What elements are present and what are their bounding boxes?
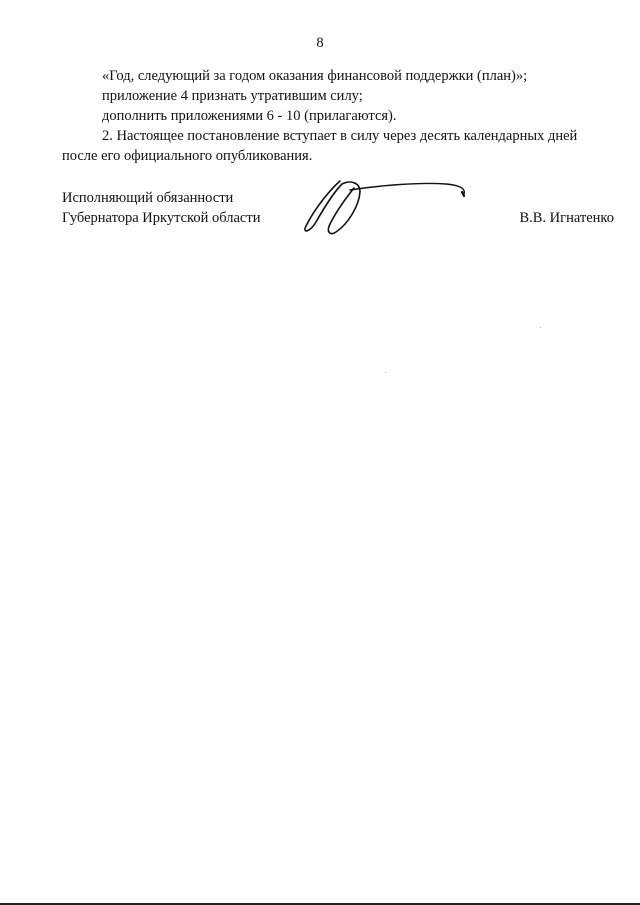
- signatory-position-line-2: Губернатора Иркутской области: [62, 210, 261, 226]
- body-line-5: после его официального опубликования.: [62, 148, 313, 164]
- document-body: [62, 66, 617, 166]
- body-line-3: дополнить приложениями 6 - 10 (прилагаются).: [102, 108, 397, 124]
- signatory-position: [62, 188, 260, 228]
- body-line-2: приложение 4 признать утратившим силу;: [102, 88, 363, 104]
- scan-speck: [540, 327, 541, 328]
- scan-speck: [385, 372, 386, 373]
- page-number: 8: [316, 35, 324, 51]
- signatory-position-line-1: Исполняющий обязанности: [62, 190, 234, 206]
- signatory-name: В.В. Игнатенко: [519, 210, 614, 226]
- handwritten-signature: [296, 176, 476, 238]
- body-line-4: 2. Настоящее постановление вступает в силу через десять календарных дней: [102, 128, 578, 144]
- body-line-1: «Год, следующий за годом оказания финансовой поддержки (план)»;: [102, 68, 528, 84]
- scan-speck: [470, 186, 471, 187]
